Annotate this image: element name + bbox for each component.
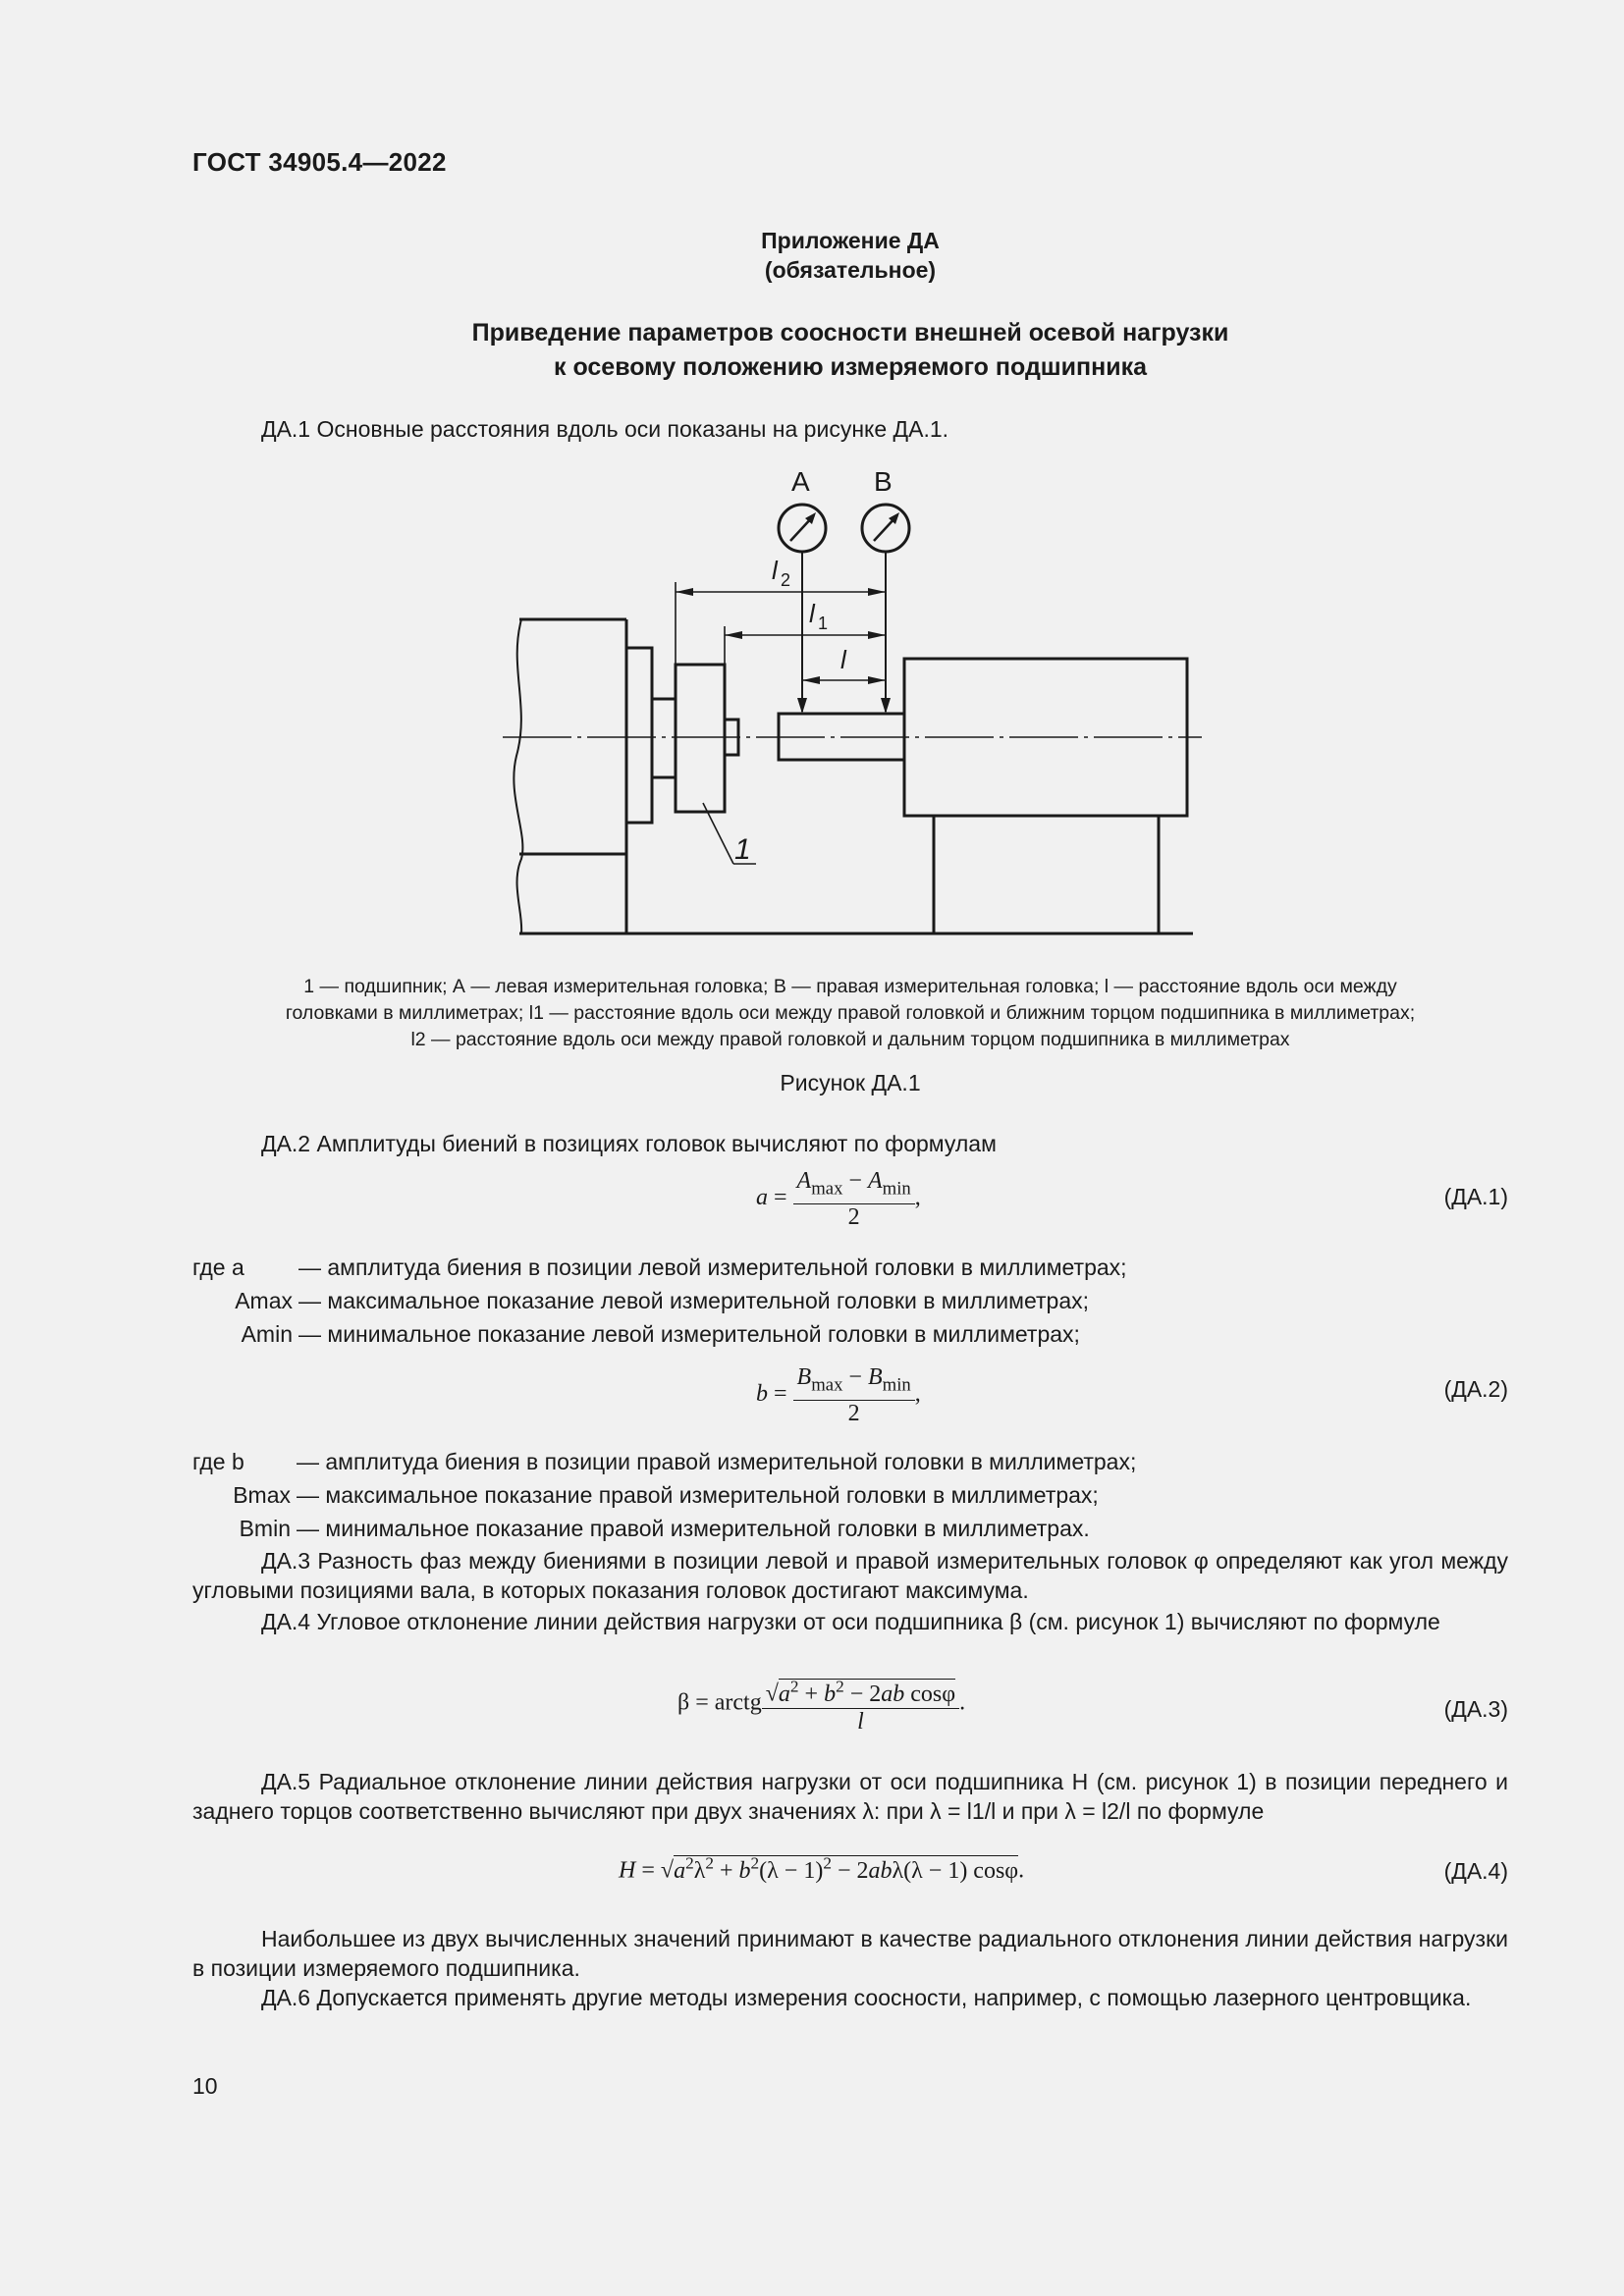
def-text: — минимальное показание левой измерительной головки в миллиметрах; (298, 1321, 1080, 1347)
paragraph-da4: ДА.4 Угловое отклонение линии действия нагрузки от оси подшипника β (см. рисунок 1) вычисляют по формуле (261, 1609, 1440, 1634)
def-text: — максимальное показание правой измерительной головки в миллиметрах; (297, 1482, 1099, 1508)
definition-b (192, 1445, 1136, 1478)
title-line-1: Приведение параметров соосности внешней осевой нагрузки (471, 319, 1229, 347)
gauge-a-label: А (791, 466, 810, 497)
dim-l2-sub: 2 (781, 570, 791, 590)
figure-da1 (0, 0, 1624, 982)
definition-a (192, 1251, 1127, 1284)
document-id: ГОСТ 34905.4—2022 (192, 147, 447, 177)
def-symbol: Bmin (239, 1516, 291, 1541)
title-line-2: к осевому положению измеряемого подшипника (553, 353, 1148, 381)
formula-da2: b = $\frac{B_{max} - B_{min}}{2}$ , (756, 1364, 921, 1426)
formula-da3: β = arctg $\frac{√a^2 + b^2 - 2ab \cos\varphi}{l}$ . (677, 1674, 965, 1735)
dim-l1-sub: 1 (818, 614, 829, 633)
figure-caption (192, 974, 1508, 1053)
shaft-hub (652, 699, 676, 777)
dim-l-label: l (840, 645, 846, 674)
gauge-b-label: В (874, 466, 893, 497)
def-text: — минимальное показание правой измерительной головки в миллиметрах. (297, 1516, 1090, 1541)
formula-da4-number: (ДА.4) (1443, 1858, 1508, 1884)
appendix-kind: (обязательное) (764, 257, 937, 283)
formula-da4: $H = √a^2\lambda^2 + b^2(\lambda - 1)^2 - 2ab\lambda(\lambda - 1)$ cosφ. (619, 1853, 1025, 1884)
definition-amax (192, 1284, 1127, 1317)
paragraph-da6: ДА.6 Допускается применять другие методы измерения соосности, например, с помощью лазерного центровщика. (261, 1985, 1472, 2010)
dim-l1-label: l (809, 599, 815, 628)
definition-amin (192, 1317, 1127, 1351)
dim-l2-label: l (772, 556, 778, 585)
caption-line-3: l2 — расстояние вдоль оси между правой головкой и дальним торцом подшипника в миллиметрах (410, 1029, 1290, 1050)
def-text: — амплитуда биения в позиции левой измерительной головки в миллиметрах; (298, 1255, 1127, 1280)
paragraph-da1: ДА.1 Основные расстояния вдоль оси показаны на рисунке ДА.1. (261, 416, 949, 442)
formula-da3-number: (ДА.3) (1443, 1696, 1508, 1722)
def-text: — амплитуда биения в позиции правой измерительной головки в миллиметрах; (297, 1449, 1137, 1474)
formula-da1-number: (ДА.1) (1443, 1184, 1508, 1209)
housing-break-line (514, 619, 522, 934)
def-symbol: где b (192, 1449, 244, 1474)
def-symbol: Bmax (233, 1482, 291, 1508)
figure-name: Рисунок ДА.1 (780, 1070, 921, 1095)
definition-bmax (192, 1478, 1136, 1512)
paragraph-da5: ДА.5 Радиальное отклонение линии действия нагрузки от оси подшипника H (см. рисунок 1) в позиции переднего и заднего торцов соответственно вычисляют при двух значениях λ: при λ = l1/l и при λ = l2/l по формуле (192, 1769, 1508, 1824)
def-symbol: где a (192, 1255, 244, 1280)
def-text: — максимальное показание левой измерительной головки в миллиметрах; (298, 1288, 1089, 1313)
bearing (676, 665, 725, 812)
appendix-label: Приложение ДА (761, 228, 940, 253)
def-symbol: Amax (235, 1288, 293, 1313)
definition-bmin (192, 1512, 1136, 1545)
definitions-b (192, 1445, 1136, 1545)
formula-da2-number: (ДА.2) (1443, 1376, 1508, 1402)
definitions-a (192, 1251, 1127, 1351)
formula-da1: a = $\frac{A_{max} - A_{min}}{2}$ , (756, 1168, 921, 1230)
page-number: 10 (192, 2073, 218, 2099)
paragraph-max-value: Наибольшее из двух вычисленных значений принимают в качестве радиального отклонения линии действия нагрузки в позиции измеряемого подшипника. (192, 1926, 1508, 1981)
housing-flange (626, 648, 652, 823)
caption-line-1: 1 — подшипник; А — левая измерительная головка; В — правая измерительная головка; l — расстояние вдоль оси между (303, 976, 1397, 997)
paragraph-da3: ДА.3 Разность фаз между биениями в позиции левой и правой измерительных головок φ определяют как угол между угловыми позициями вала, в которых показания головок достигают максимума. (192, 1548, 1508, 1603)
paragraph-da2: ДА.2 Амплитуды биений в позициях головок вычисляют по формулам (261, 1131, 997, 1156)
caption-line-2: головками в миллиметрах; l1 — расстояние вдоль оси между правой головкой и ближним торцом подшипника в миллиметрах; (285, 1002, 1416, 1024)
callout-1-label: 1 (734, 833, 751, 866)
def-symbol: Amin (241, 1321, 293, 1347)
